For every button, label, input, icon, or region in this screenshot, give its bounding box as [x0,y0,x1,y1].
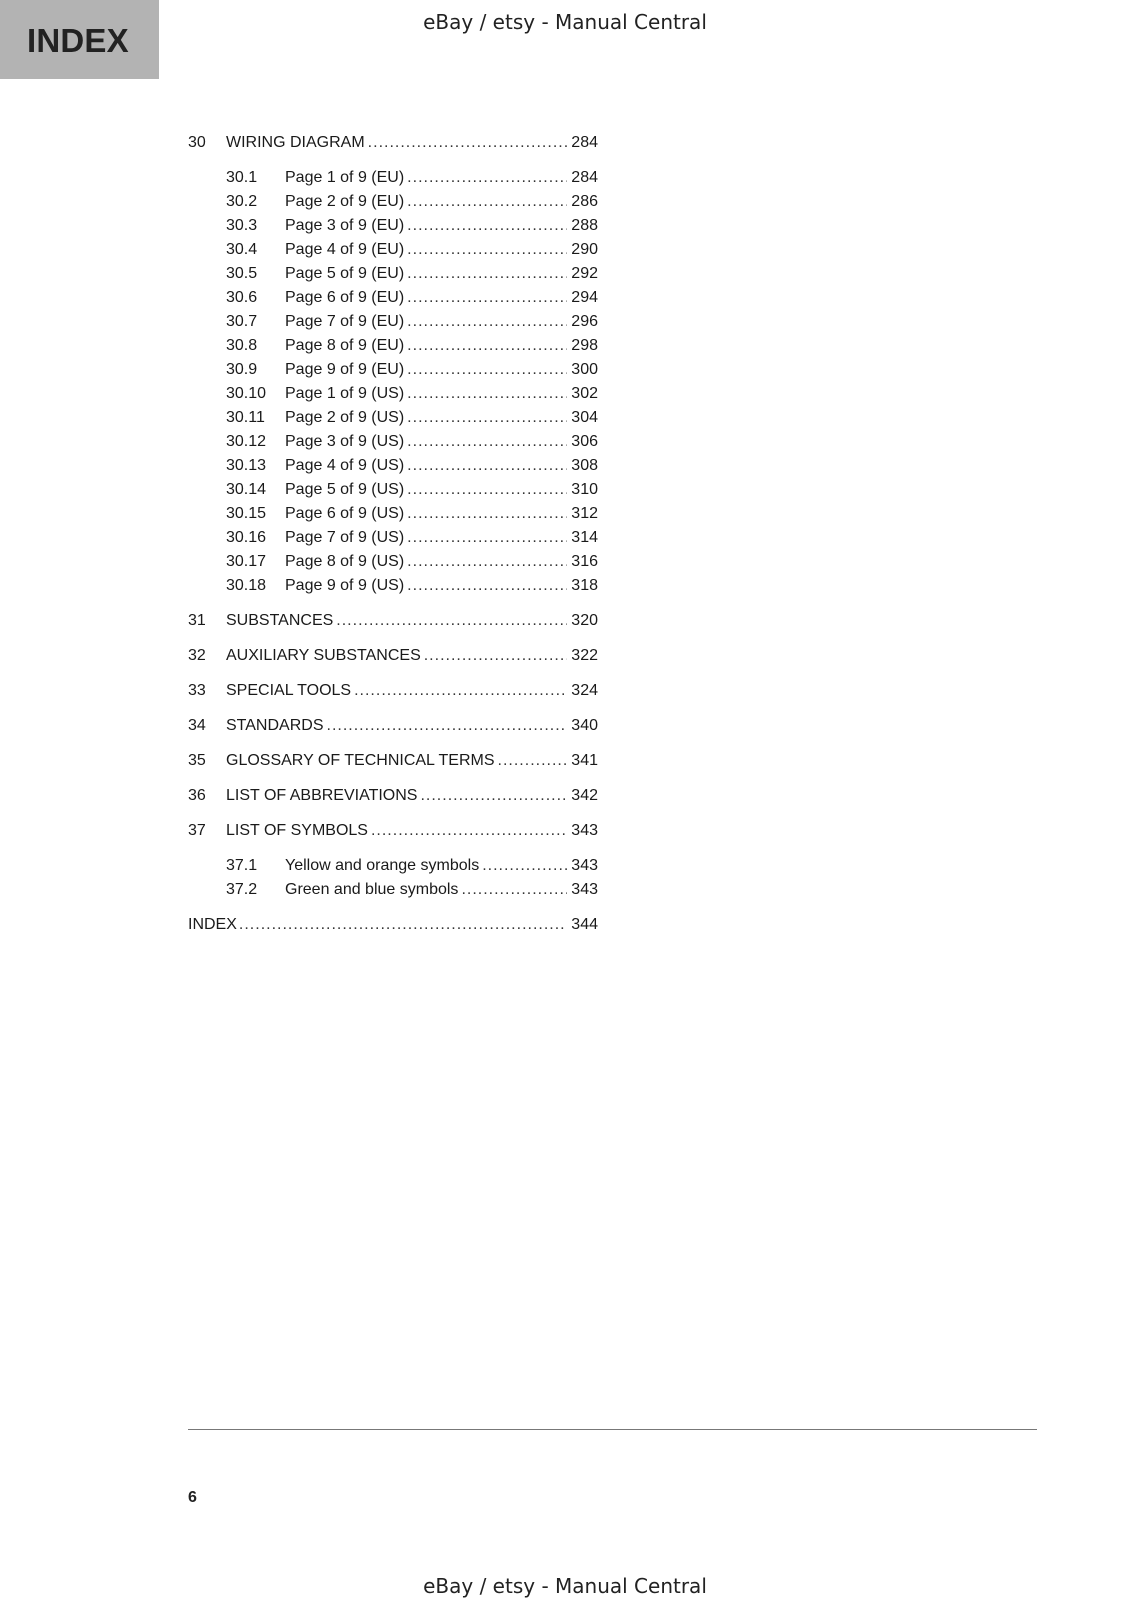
toc-entry-title: AUXILIARY SUBSTANCES [226,647,421,664]
page-number: 6 [188,1489,197,1506]
toc-entry-title: Page 4 of 9 (EU) [285,241,405,258]
toc-entry-number: 30.7 [226,313,258,330]
toc-entry-page: 314 [571,529,598,546]
toc-entry-page: 308 [571,457,598,474]
toc-section-entry[interactable] [188,550,598,574]
toc-entry-number: 30.9 [226,361,258,378]
toc-section-entry[interactable] [188,430,598,454]
toc-entry-page: 320 [571,612,598,629]
toc-entry-number: 37.1 [226,857,258,874]
toc-entry-title: Page 5 of 9 (US) [285,481,405,498]
toc-dot-leader [407,286,567,310]
toc-entry-number: 30 [188,134,206,151]
toc-chapter-entry[interactable] [188,913,598,937]
toc-dot-leader [239,913,567,937]
toc-entry-page: 298 [571,337,598,354]
toc-section-entry[interactable] [188,238,598,262]
toc-section-entry[interactable] [188,526,598,550]
toc-entry-number: 30.13 [226,457,267,474]
toc-section-entry[interactable] [188,454,598,478]
toc-dot-leader [407,334,567,358]
toc-entry-page: 304 [571,409,598,426]
toc-entry-page: 306 [571,433,598,450]
toc-entry-number: 31 [188,612,206,629]
toc-entry-number: 37.2 [226,881,258,898]
toc-dot-leader [407,238,567,262]
toc-entry-page: 318 [571,577,598,594]
toc-entry-page: 343 [571,881,598,898]
toc-dot-leader [407,166,567,190]
toc-section-entry[interactable] [188,310,598,334]
toc-entry-page: 343 [571,822,598,839]
toc-entry-page: 290 [571,241,598,258]
toc-chapter-entry[interactable] [188,714,598,738]
toc-entry-title: Page 3 of 9 (EU) [285,217,405,234]
toc-entry-page: 341 [571,752,598,769]
table-of-contents [188,131,598,937]
toc-dot-leader [407,358,567,382]
footer-text: eBay / etsy - Manual Central [423,1574,707,1598]
toc-entry-page: 286 [571,193,598,210]
toc-entry-title: Page 9 of 9 (US) [285,577,405,594]
toc-entry-title: Green and blue symbols [285,881,459,898]
toc-entry-number: 30.10 [226,385,267,402]
toc-section-entry[interactable] [188,286,598,310]
toc-entry-number: 30.5 [226,265,258,282]
toc-chapter-entry[interactable] [188,609,598,633]
toc-entry-title: Page 1 of 9 (EU) [285,169,405,186]
toc-entry-number: 36 [188,787,206,804]
toc-section-entry[interactable] [188,382,598,406]
toc-entry-title: Page 2 of 9 (US) [285,409,405,426]
toc-entry-page: 340 [571,717,598,734]
toc-entry-title: Page 9 of 9 (EU) [285,361,405,378]
toc-chapter-entry[interactable] [188,644,598,668]
toc-section-entry[interactable] [188,262,598,286]
toc-entry-title: Page 4 of 9 (US) [285,457,405,474]
footer-rule [188,1429,1037,1430]
toc-entry-page: 284 [571,169,598,186]
toc-chapter-entry[interactable] [188,749,598,773]
toc-section-entry[interactable] [188,406,598,430]
toc-entry-title: Page 2 of 9 (EU) [285,193,405,210]
toc-entry-page: 302 [571,385,598,402]
toc-entry-page: 343 [571,857,598,874]
toc-entry-page: 284 [571,134,598,151]
toc-dot-leader [407,550,567,574]
toc-entry-number: 30.12 [226,433,267,450]
toc-entry-page: 342 [571,787,598,804]
toc-dot-leader [498,749,568,773]
toc-dot-leader [407,214,567,238]
toc-chapter-entry[interactable] [188,784,598,808]
toc-entry-number: 30.2 [226,193,258,210]
toc-dot-leader [407,406,567,430]
toc-entry-page: 322 [571,647,598,664]
toc-chapter-entry[interactable] [188,131,598,155]
toc-dot-leader [482,854,567,878]
toc-entry-title: SPECIAL TOOLS [226,682,352,699]
toc-section-entry[interactable] [188,878,598,902]
toc-entry-title: Page 6 of 9 (EU) [285,289,405,306]
toc-section-entry[interactable] [188,358,598,382]
toc-dot-leader [407,190,567,214]
toc-entry-number: 30.14 [226,481,267,498]
toc-entry-title: LIST OF SYMBOLS [226,822,368,839]
toc-entry-title: WIRING DIAGRAM [226,134,365,151]
toc-dot-leader [407,310,567,334]
toc-entry-page: 312 [571,505,598,522]
toc-chapter-entry[interactable] [188,819,598,843]
toc-entry-title: SUBSTANCES [226,612,334,629]
toc-section-entry[interactable] [188,478,598,502]
toc-entry-number: 32 [188,647,206,664]
toc-chapter-entry[interactable] [188,679,598,703]
toc-dot-leader [407,478,567,502]
toc-entry-number: 30.15 [226,505,267,522]
toc-entry-number: 30.17 [226,553,267,570]
toc-entry-page: 288 [571,217,598,234]
toc-entry-page: 310 [571,481,598,498]
toc-section-entry[interactable] [188,854,598,878]
toc-entry-title: Page 8 of 9 (EU) [285,337,405,354]
toc-dot-leader [354,679,567,703]
toc-entry-number: 37 [188,822,206,839]
toc-section-entry[interactable] [188,166,598,190]
toc-entry-number: 30.6 [226,289,258,306]
toc-entry-number: 30.3 [226,217,258,234]
toc-dot-leader [407,574,567,598]
toc-section-entry[interactable] [188,502,598,526]
toc-entry-number: 30.4 [226,241,258,258]
toc-entry-title: Page 8 of 9 (US) [285,553,405,570]
toc-section-entry[interactable] [188,190,598,214]
toc-entry-title: Page 5 of 9 (EU) [285,265,405,282]
toc-dot-leader [420,784,567,808]
toc-entry-title: LIST OF ABBREVIATIONS [226,787,418,804]
toc-dot-leader [424,644,568,668]
toc-section-entry[interactable] [188,574,598,598]
toc-dot-leader [407,502,567,526]
toc-entry-page: 296 [571,313,598,330]
toc-dot-leader [336,609,567,633]
toc-entry-title: STANDARDS [226,717,324,734]
toc-entry-page: 300 [571,361,598,378]
toc-entry-title: Page 7 of 9 (US) [285,529,405,546]
toc-section-entry[interactable] [188,334,598,358]
toc-entry-title: GLOSSARY OF TECHNICAL TERMS [226,752,495,769]
toc-entry-page: 294 [571,289,598,306]
toc-entry-number: 30.16 [226,529,267,546]
toc-entry-page: 344 [571,916,598,933]
toc-dot-leader [461,878,567,902]
toc-dot-leader [371,819,567,843]
toc-entry-title: Page 1 of 9 (US) [285,385,405,402]
toc-entry-title: Page 3 of 9 (US) [285,433,405,450]
toc-entry-number: 35 [188,752,206,769]
toc-entry-title: Page 6 of 9 (US) [285,505,405,522]
toc-entry-title: Yellow and orange symbols [285,857,480,874]
toc-entry-number: 30.18 [226,577,267,594]
index-tab-label: INDEX [27,22,129,59]
toc-entry-number: 34 [188,717,206,734]
toc-entry-page: 292 [571,265,598,282]
header-text: eBay / etsy - Manual Central [423,10,707,34]
toc-dot-leader [407,526,567,550]
toc-entry-page: 324 [571,682,598,699]
toc-dot-leader [407,430,567,454]
toc-entry-number: 30.11 [226,409,265,426]
toc-dot-leader [407,454,567,478]
toc-dot-leader [407,262,567,286]
toc-section-entry[interactable] [188,214,598,238]
toc-entry-number: 30.1 [226,169,258,186]
toc-dot-leader [327,714,568,738]
toc-dot-leader [407,382,567,406]
toc-entry-number: 30.8 [226,337,258,354]
toc-entry-page: 316 [571,553,598,570]
toc-entry-title: Page 7 of 9 (EU) [285,313,405,330]
toc-entry-title: INDEX [188,916,237,933]
toc-entry-number: 33 [188,682,206,699]
toc-dot-leader [368,131,568,155]
